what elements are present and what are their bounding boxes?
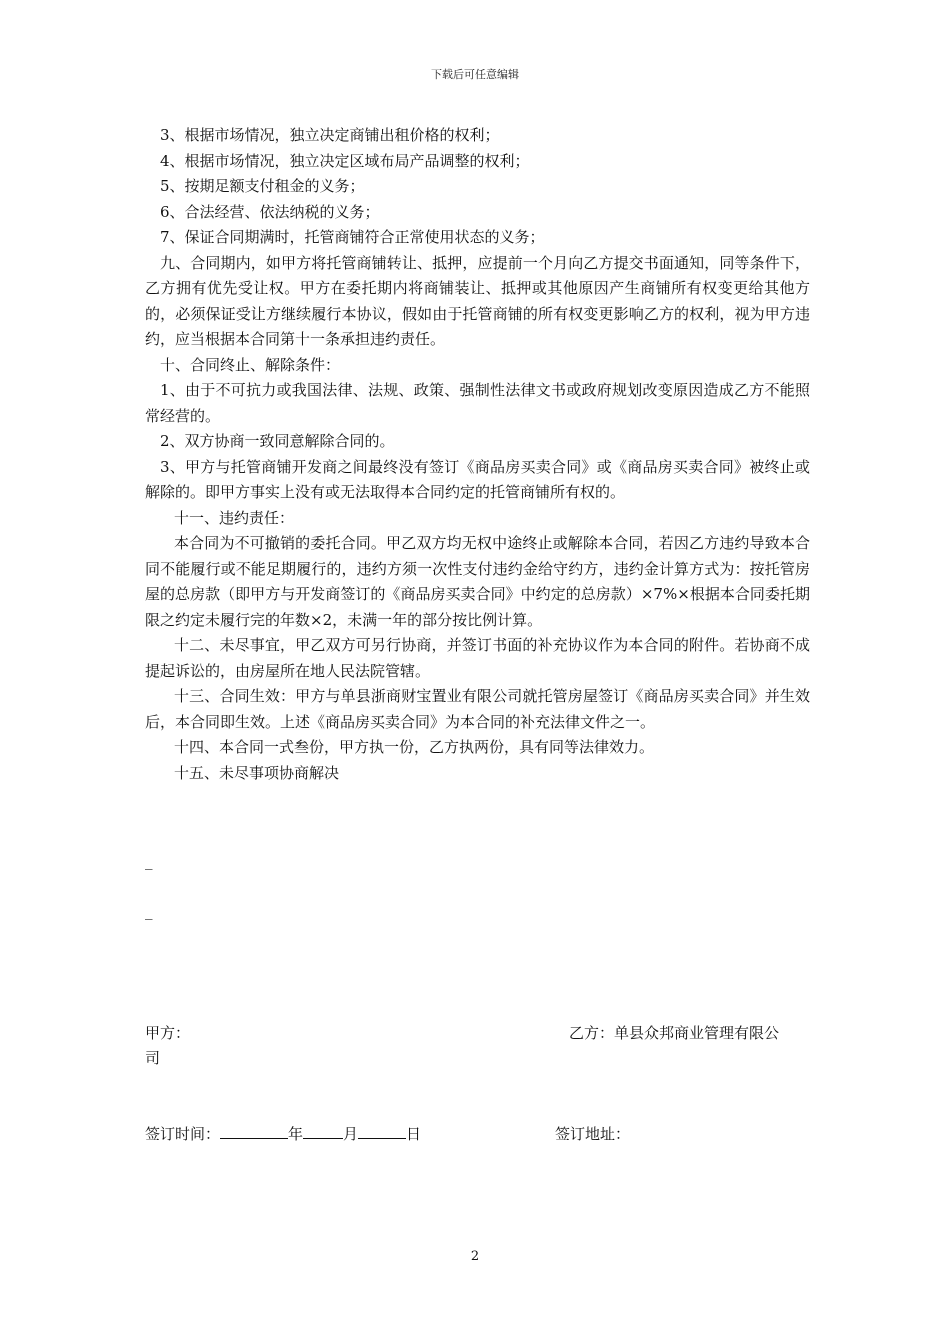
year-blank xyxy=(220,1122,288,1139)
sign-place-label: 签订地址： xyxy=(555,1125,631,1143)
month-blank xyxy=(303,1122,343,1139)
clause-4: 4、根据市场情况，独立决定区域布局产品调整的权利； xyxy=(160,151,530,170)
month-label: 月 xyxy=(343,1125,359,1143)
article-10-item-1: 1、由于不可抗力或我国法律、法规、政策、强制性法律文书或政府规划改变原因造成乙方不能照常经营的。 xyxy=(145,381,810,425)
clause-7: 7、保证合同期满时，托管商铺符合正常使用状态的义务； xyxy=(160,228,545,246)
clause-6: 6、合法经营、依法纳税的义务； xyxy=(160,202,380,221)
dash-line: _ xyxy=(145,852,153,870)
party-a-label: 甲方： xyxy=(145,1024,191,1042)
article-10-heading: 十、合同终止、解除条件： xyxy=(160,355,341,374)
article-9: 九、合同期内，如甲方将托管商铺转让、抵押，应提前一个月向乙方提交书面通知，同等条件下，乙方拥有优先受让权。甲方在委托期内将商铺装让、抵押或其他原因产生商铺所有权变更给其他方的，必须保证受让方继续履行本协议，假如由于托管商铺的所有权变更影响乙方的权利，视为甲方违约，应当根据本合同第十一条承担违约责任。 xyxy=(145,253,810,348)
day-label: 日 xyxy=(406,1125,422,1143)
signature-block xyxy=(145,1021,810,1073)
article-12: 十二、未尽事宜，甲乙双方可另行协商，并签订书面的补充协议作为本合同的附件。若协商不成提起诉讼的，由房屋所在地人民法院管辖。 xyxy=(145,636,810,680)
dash-line: _ xyxy=(145,902,153,920)
article-10-item-3: 3、甲方与托管商铺开发商之间最终没有签订《商品房买卖合同》或《商品房买卖合同》被终止或解除的。即甲方事实上没有或无法取得本合同约定的托管商铺所有权的。 xyxy=(145,457,810,501)
party-b-label: 乙方：单县众邦商业管理有限公 xyxy=(569,1024,780,1042)
page-header: 下载后可任意编辑 xyxy=(431,68,519,81)
article-10-item-2: 2、双方协商一致同意解除合同的。 xyxy=(160,432,395,450)
article-15: 十五、未尽事项协商解决 xyxy=(174,763,340,782)
clause-3: 3、根据市场情况，独立决定商铺出租价格的权利； xyxy=(160,126,500,144)
article-13: 十三、合同生效：甲方与单县浙商财宝置业有限公司就托管房屋签订《商品房买卖合同》并生效后，本合同即生效。上述《商品房买卖合同》为本合同的补充法律文件之一。 xyxy=(145,687,810,731)
article-11-heading: 十一、违约责任： xyxy=(174,508,295,527)
sign-date-row xyxy=(145,1122,810,1148)
year-label: 年 xyxy=(288,1125,304,1143)
sign-date-label: 签订时间： xyxy=(145,1125,221,1143)
clause-5: 5、按期足额支付租金的义务； xyxy=(160,177,365,195)
party-b-label-wrap: 司 xyxy=(145,1049,161,1067)
article-14: 十四、本合同一式叁份，甲方执一份，乙方执两份，具有同等法律效力。 xyxy=(174,738,655,756)
contract-body xyxy=(145,123,810,786)
day-blank xyxy=(358,1122,406,1139)
page-number: 2 xyxy=(470,1249,480,1264)
article-11-body: 本合同为不可撤销的委托合同。甲乙双方均无权中途终止或解除本合同，若因乙方违约导致本合同不能履行或不能足期履行的，违约方须一次性支付违约金给守约方，违约金计算方式为：按托管房屋的总房款（即甲方与开发商签订的《商品房买卖合同》中约定的总房款）×7%×根据本合同委托期限之约定未履行完的年数×2，未满一年的部分按比例计算。 xyxy=(145,534,810,629)
